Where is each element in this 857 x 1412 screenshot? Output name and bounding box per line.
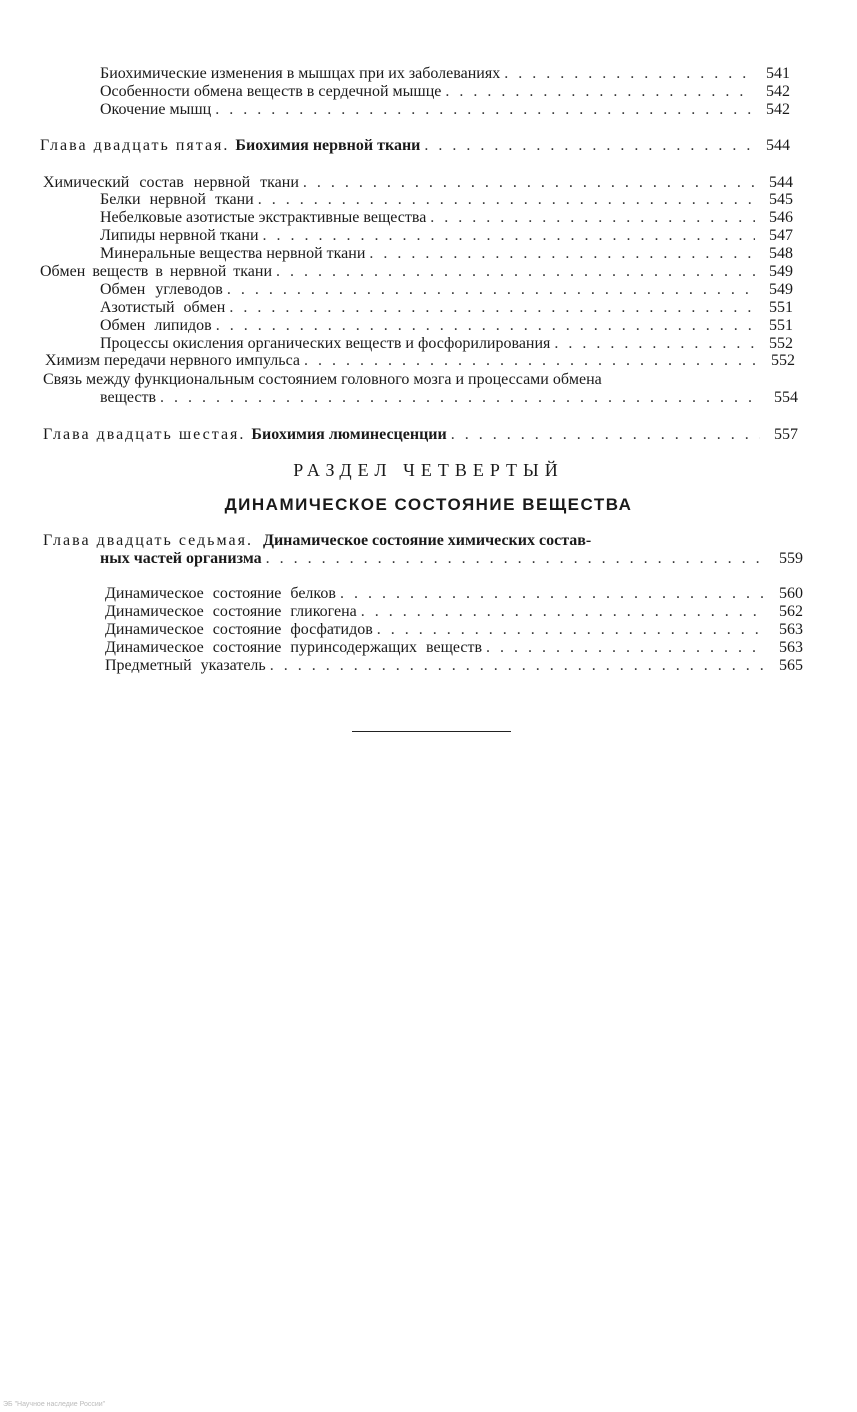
entry-page: 563: [779, 639, 803, 656]
leader-dots: [304, 352, 757, 370]
chapter-heading: [43, 426, 798, 444]
entry-label-line1: Связь между функциональным состоянием головного мозга и процессами обмена: [43, 371, 602, 388]
end-rule: [352, 731, 511, 732]
entry-page: 551: [769, 299, 793, 316]
chapter-prefix: Глава двадцать седьмая.: [43, 532, 253, 549]
toc-entry: [43, 174, 793, 192]
chapter-heading-line2: [100, 550, 803, 568]
toc-entry: [100, 101, 790, 119]
toc-entry: [100, 227, 793, 245]
entry-label: Химический состав нервной ткани: [43, 174, 299, 191]
toc-entry: [100, 83, 790, 101]
leader-dots: [258, 191, 755, 209]
entry-label: Обмен липидов: [100, 317, 212, 334]
leader-dots: [215, 101, 752, 119]
toc-entry: [105, 639, 803, 657]
toc-entry: [40, 263, 793, 281]
entry-label: Обмен углеводов: [100, 281, 223, 298]
toc-entry: [100, 209, 793, 227]
chapter-title: Биохимия нервной ткани: [235, 137, 421, 154]
toc-entry: [105, 585, 803, 603]
entry-page: 544: [769, 174, 793, 191]
leader-dots: [377, 621, 765, 639]
chapter-heading-line1: [43, 532, 591, 550]
entry-label: Окочение мышц: [100, 101, 212, 118]
leader-dots: [554, 335, 755, 353]
leader-dots: [430, 209, 755, 227]
leader-dots: [504, 65, 752, 83]
toc-entry: [100, 317, 793, 335]
entry-page: 552: [771, 352, 795, 369]
chapter-page: 557: [774, 426, 798, 443]
toc-entry: [100, 281, 793, 299]
entry-page: 546: [769, 209, 793, 226]
toc-entry: [100, 245, 793, 263]
entry-page: 542: [766, 101, 790, 118]
leader-dots: [369, 245, 755, 263]
leader-dots: [303, 174, 755, 192]
entry-label: Минеральные вещества нервной ткани: [100, 245, 366, 262]
leader-dots: [227, 281, 755, 299]
section-subtitle: ДИНАМИЧЕСКОЕ СОСТОЯНИЕ ВЕЩЕСТВА: [224, 495, 633, 514]
entry-label: Предметный указатель: [105, 657, 266, 674]
entry-label: Динамическое состояние белков: [105, 585, 336, 602]
chapter-prefix: Глава двадцать пятая.: [40, 137, 230, 154]
entry-page: 545: [769, 191, 793, 208]
entry-label: Азотистый обмен: [100, 299, 226, 316]
entry-page: 549: [769, 263, 793, 280]
leader-dots: [361, 603, 765, 621]
entry-page: 562: [779, 603, 803, 620]
entry-label: Динамическое состояние пуринсодержащих веществ: [105, 639, 483, 656]
entry-label: Химизм передачи нервного импульса: [45, 352, 300, 369]
section-title: РАЗДЕЛ ЧЕТВЕРТЫЙ: [293, 460, 564, 480]
leader-dots: [451, 426, 760, 444]
leader-dots: [445, 83, 752, 101]
entry-page: 541: [766, 65, 790, 82]
toc-entry: [105, 657, 803, 675]
entry-label: Динамическое состояние фосфатидов: [105, 621, 373, 638]
toc-entry: [100, 299, 793, 317]
entry-page: 542: [766, 83, 790, 100]
entry-page: 548: [769, 245, 793, 262]
entry-label: Белки нервной ткани: [100, 191, 254, 208]
leader-dots: [424, 137, 752, 155]
leader-dots: [160, 389, 760, 407]
entry-page: 565: [779, 657, 803, 674]
entry-label: Обмен веществ в нервной ткани: [40, 263, 273, 280]
footer-watermark: ЭБ "Научное наследие России": [3, 1401, 106, 1408]
entry-page: 552: [769, 335, 793, 352]
chapter-heading: [40, 137, 790, 155]
entry-label: Процессы окисления органических веществ и фосфорилирования: [100, 335, 551, 352]
leader-dots: [340, 585, 765, 603]
entry-label-line2: веществ: [100, 389, 157, 406]
toc-entry: [100, 65, 790, 83]
entry-page: 563: [779, 621, 803, 638]
entry-page: 560: [779, 585, 803, 602]
chapter-prefix: Глава двадцать шестая.: [43, 426, 246, 443]
leader-dots: [486, 639, 765, 657]
chapter-title: Биохимия люминесценции: [251, 426, 447, 443]
entry-label: Динамическое состояние гликогена: [105, 603, 357, 620]
entry-page: 554: [774, 389, 798, 406]
toc-entry: [100, 191, 793, 209]
toc-entry: [100, 389, 798, 407]
chapter-title-line2: ных частей организма: [100, 550, 262, 567]
leader-dots: [266, 550, 765, 568]
chapter-page: 544: [766, 137, 790, 154]
chapter-page: 559: [779, 550, 803, 567]
toc-entry: [105, 603, 803, 621]
leader-dots: [216, 317, 755, 335]
toc-entry: [105, 621, 803, 639]
toc-entry: [45, 352, 795, 370]
entry-page: 549: [769, 281, 793, 298]
leader-dots: [263, 227, 755, 245]
entry-page: 547: [769, 227, 793, 244]
chapter-title-line1: Динамическое состояние химических состав-: [262, 532, 592, 549]
entry-page: 551: [769, 317, 793, 334]
leader-dots: [229, 299, 755, 317]
toc-entry: [100, 335, 793, 353]
entry-label: Небелковые азотистые экстрактивные вещества: [100, 209, 427, 226]
entry-label: Биохимические изменения в мышцах при их заболеваниях: [100, 65, 501, 82]
leader-dots: [270, 657, 765, 675]
entry-label: Особенности обмена веществ в сердечной мышце: [100, 83, 442, 100]
leader-dots: [276, 263, 755, 281]
entry-label: Липиды нервной ткани: [100, 227, 259, 244]
